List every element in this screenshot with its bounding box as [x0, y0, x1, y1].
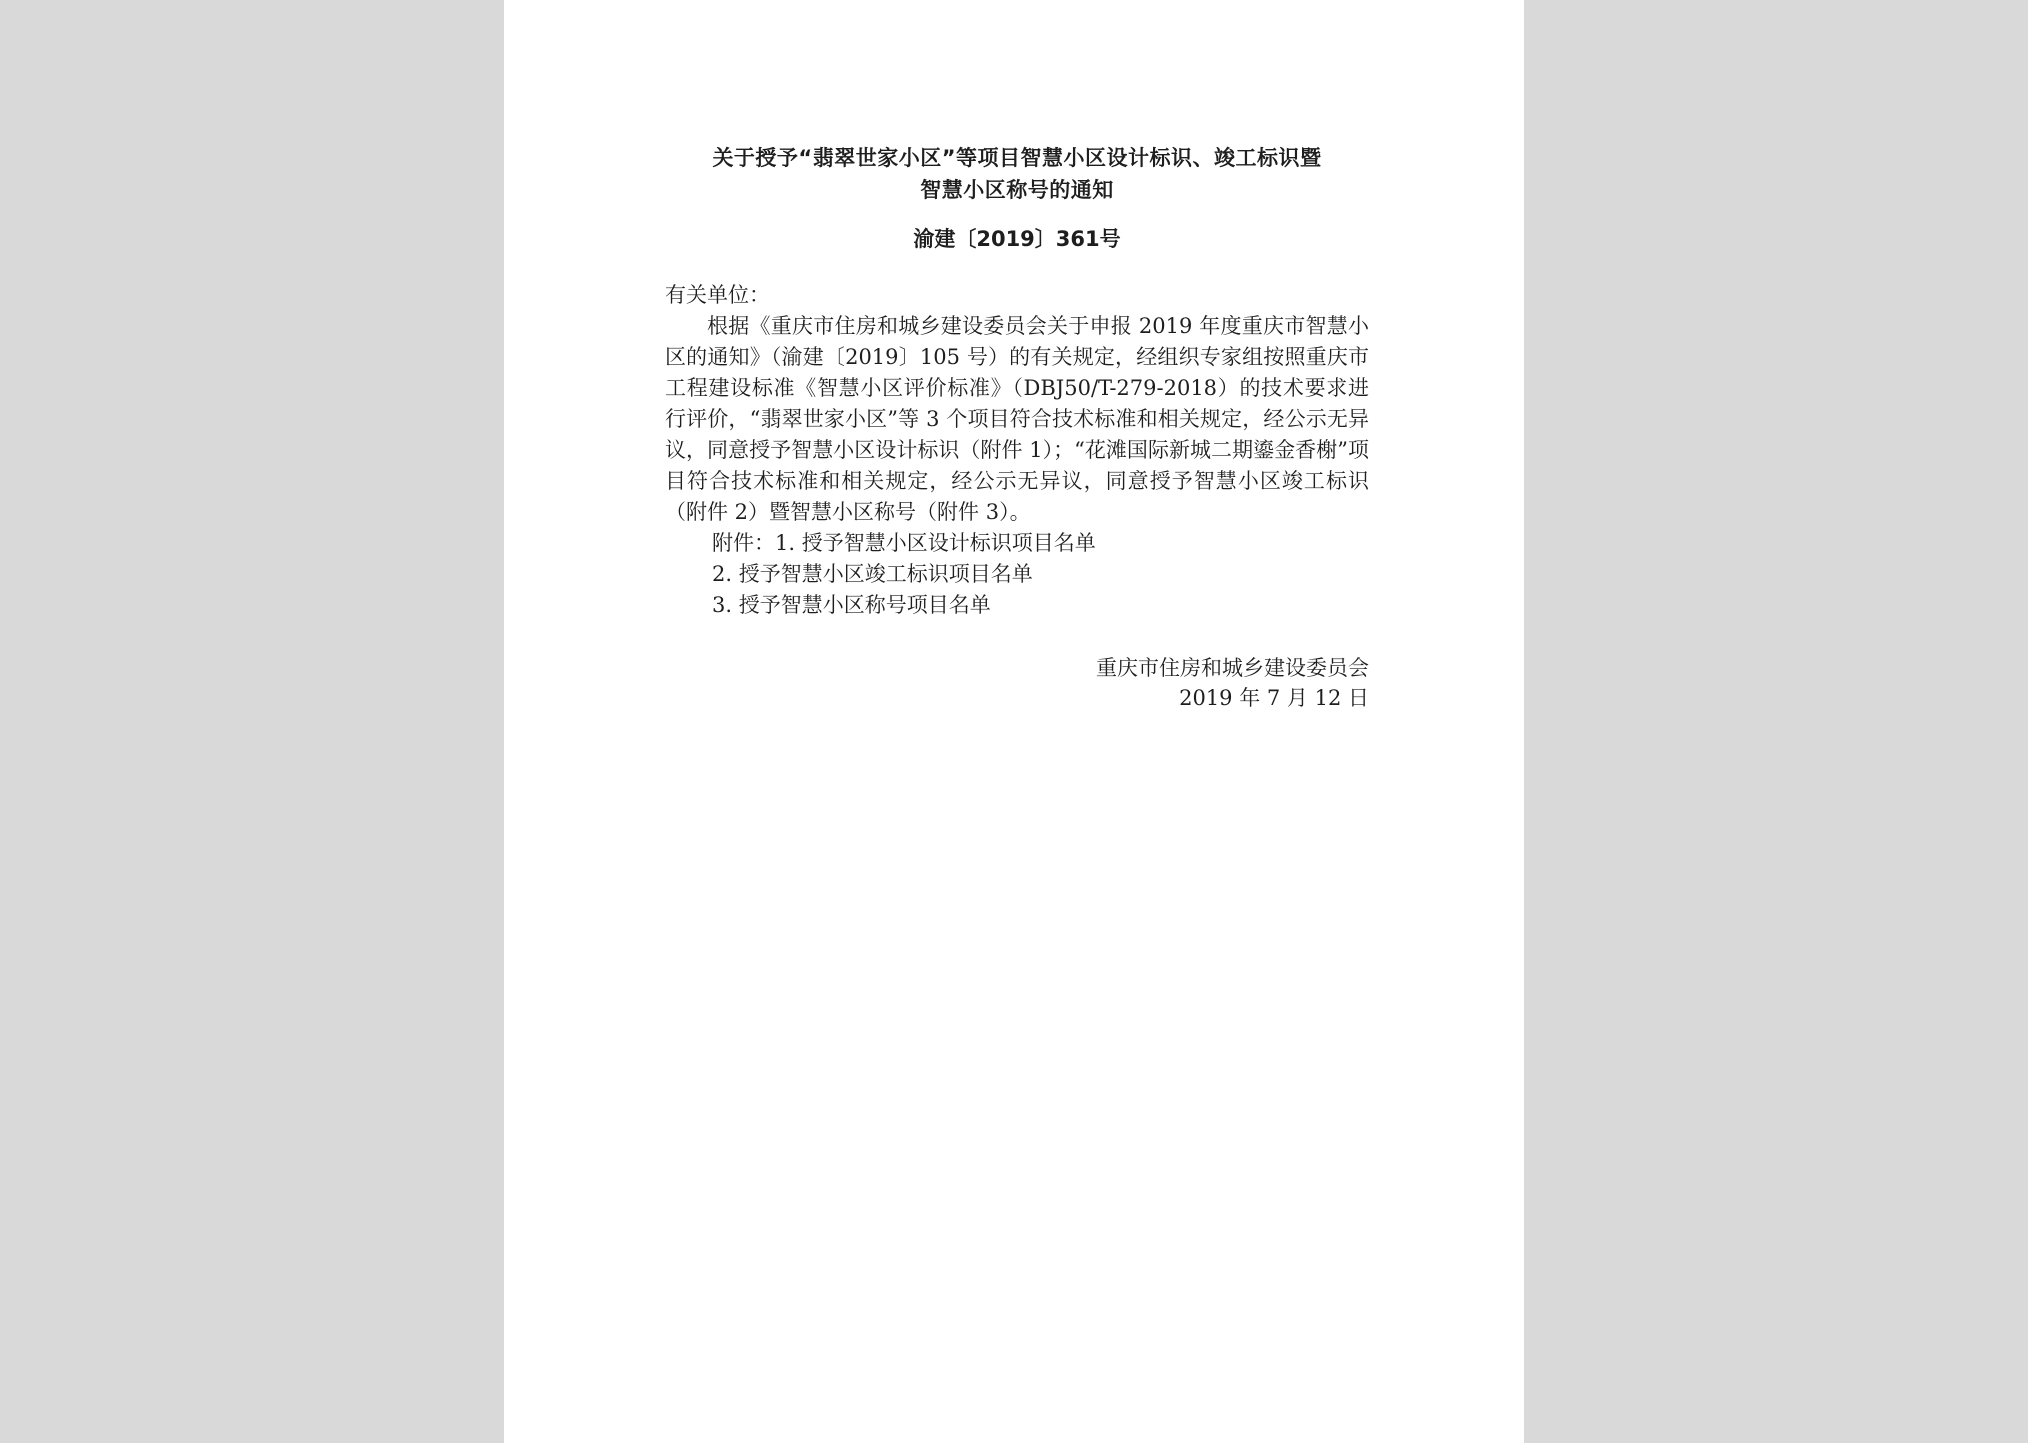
document-content	[665, 142, 1369, 713]
title-line-1: 关于授予“翡翠世家小区”等项目智慧小区设计标识、竣工标识暨	[712, 146, 1322, 170]
document-page	[504, 0, 1524, 1443]
document-title	[665, 142, 1369, 206]
document-number: 渝建〔2019〕361号	[913, 227, 1121, 251]
salutation: 有关单位：	[665, 283, 770, 307]
issuer-name: 重庆市住房和城乡建设委员会	[1096, 656, 1369, 680]
title-line-2: 智慧小区称号的通知	[920, 178, 1114, 202]
attachment-list	[665, 528, 1369, 621]
attachment-item-3: 3. 授予智慧小区称号项目名单	[712, 593, 991, 617]
main-paragraph: 根据《重庆市住房和城乡建设委员会关于申报 2019 年度重庆市智慧小区的通知》（渝建〔2019〕105 号）的有关规定，经组织专家组按照重庆市工程建设标准《智慧小区评价标准》（DBJ50/T-279-2018）的技术要求进行评价，“翡翠世家小区”等 3 个项目符合技术标准和相关规定，经公示无异议，同意授予智慧小区设计标识（附件 1）；“花滩国际新城二期鎏金香榭”项目符合技术标准和相关规定，经公示无异议，同意授予智慧小区竣工标识（附件 2）暨智慧小区称号（附件 3）。	[665, 314, 1369, 524]
document-body	[665, 280, 1369, 621]
issue-date: 2019 年 7 月 12 日	[1179, 686, 1369, 710]
signature-block	[665, 653, 1369, 713]
attachment-item-1: 附件：1. 授予智慧小区设计标识项目名单	[712, 531, 1096, 555]
attachment-item-2: 2. 授予智慧小区竣工标识项目名单	[712, 562, 1033, 586]
